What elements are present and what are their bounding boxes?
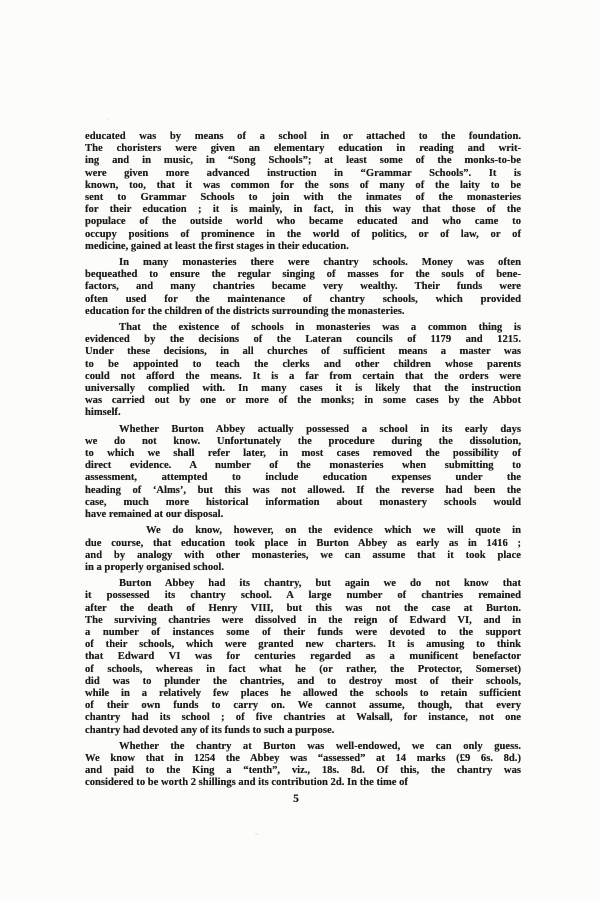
text-line: educated was by means of a school in or attached to the foundation. — [85, 131, 521, 142]
text-line: Whether the chantry at Burton was well-endowed, we can only guess. — [119, 740, 521, 752]
text-line: could not afford the means. It is a far from certain that the orders were — [85, 370, 521, 382]
text-line: due course, that education took place in Burton Abbey as early as in 1416 ; — [85, 537, 521, 549]
scan-speck — [255, 833, 258, 835]
text-line: of their schools, which were granted new charters. It is amusing to think — [85, 639, 521, 651]
text-line: assessment, attempted to include education expenses under the — [85, 472, 521, 484]
text-line: populace of the outside world who became educated and who came to — [85, 216, 521, 228]
text-line: known, too, that it was common for the sons of many of the laity to be — [85, 179, 521, 191]
text-line: That the existence of schools in monasteries was a common thing is — [119, 322, 521, 334]
text-line: occupy positions of prominence in the world of politics, or of law, or of — [85, 228, 521, 240]
text-line: Burton Abbey had its chantry, but again we do not know that — [119, 578, 521, 590]
text-line: In many monasteries there were chantry schools. Money was often — [119, 257, 521, 269]
text-line: bequeathed to ensure the regular singing of masses for the souls of bene- — [85, 269, 521, 281]
text-line: sent to Grammar Schools to join with the inmates of the monasteries — [85, 192, 521, 204]
text-line: did was to plunder the chantries, and to destroy most of their schools, — [85, 675, 521, 687]
text-line: have remained at our disposal. — [85, 509, 224, 521]
text-line: case, much more historical information about monastery schools would — [85, 496, 521, 508]
text-line: to which we shall refer later, in most cases removed the possibility of — [85, 448, 521, 460]
text-line: We do know, however, on the evidence which we will quote in — [146, 525, 521, 537]
scan-speck — [107, 118, 109, 120]
paragraph — [85, 131, 521, 253]
text-line: education for the children of the districts surrounding the monasteries. — [85, 305, 405, 317]
text-line: while in a relatively few places he allowed the schools to retain sufficient — [85, 687, 521, 699]
text-line: We know that in 1254 the Abbey was “assessed” at 14 marks (£9 6s. 8d.) — [85, 752, 521, 764]
text-line: Whether Burton Abbey actually possessed a school in its early days — [119, 423, 521, 435]
text-line: The choristers were given an elementary education in reading and writ- — [85, 143, 521, 155]
page-number: 5 — [293, 793, 299, 805]
text-line: evidenced by the decisions of the Lateran councils of 1179 and 1215. — [85, 334, 521, 346]
text-line: Under these decisions, in all churches of sufficient means a master was — [85, 346, 521, 358]
text-line: that Edward VI was for centuries regarded as a munificent benefactor — [85, 651, 521, 663]
text-line: heading of ‘Alms’, but this was not allowed. If the reverse had been the — [85, 484, 521, 496]
text-line: chantry had its school ; of five chantries at Walsall, for instance, not one — [85, 712, 521, 724]
text-line: factors, and many chantries became very wealthy. Their funds were — [85, 281, 521, 293]
text-line: considered to be worth 2 shillings and its contribution 2d. In the time of — [85, 777, 408, 789]
text-line: medicine, gained at least the first stages in their education. — [85, 240, 349, 252]
text-line: and by analogy with other monasteries, we can assume that it took place — [85, 549, 521, 561]
text-line: in a properly organised school. — [85, 561, 225, 573]
text-line: of their own funds to carry on. We cannot assume, though, that every — [85, 700, 521, 712]
text-line: it possessed its chantry school. A large number of chantries remained — [85, 590, 521, 602]
text-line: to be appointed to teach the clerks and other children whose parents — [85, 358, 521, 370]
text-block — [85, 131, 521, 790]
text-line: universally complied with. In many cases it is likely that the instruction — [85, 383, 521, 395]
text-line: ing and in music, in “Song Schools”; at least some of the monks-to-be — [85, 155, 521, 167]
text-line: we do not know. Unfortunately the procedure during the dissolution, — [85, 435, 521, 447]
text-line: direct evidence. A number of the monasteries when submitting to — [85, 460, 521, 472]
text-line: The surviving chantries were dissolved in the reign of Edward VI, and in — [85, 614, 521, 626]
paragraph — [85, 257, 521, 318]
scan-speck — [205, 103, 207, 104]
paragraph — [85, 525, 521, 574]
text-line: after the death of Henry VIII, but this was not the case at Burton. — [85, 602, 521, 614]
paragraph — [85, 578, 521, 737]
text-line: was carried out by one or more of the monks; in some cases by the Abbot — [85, 395, 521, 407]
text-line: were given more advanced instruction in “Grammar Schools”. It is — [85, 167, 521, 179]
text-line: of schools, whereas in fact what he (or rather, the Protector, Somerset) — [85, 663, 521, 675]
text-line: and paid to the King a “tenth”, viz., 18s. 8d. Of this, the chantry was — [85, 765, 521, 777]
text-line: for their education ; it is mainly, in fact, in this way that those of the — [85, 204, 521, 216]
paragraph — [85, 741, 521, 790]
text-line: chantry had devoted any of its funds to such a purpose. — [85, 724, 335, 736]
paragraph — [85, 424, 521, 522]
text-line: himself. — [85, 407, 121, 419]
text-line: a number of instances some of their funds were devoted to the support — [85, 626, 521, 638]
text-line: often used for the maintenance of chantry schools, which provided — [85, 293, 521, 305]
paragraph — [85, 322, 521, 420]
